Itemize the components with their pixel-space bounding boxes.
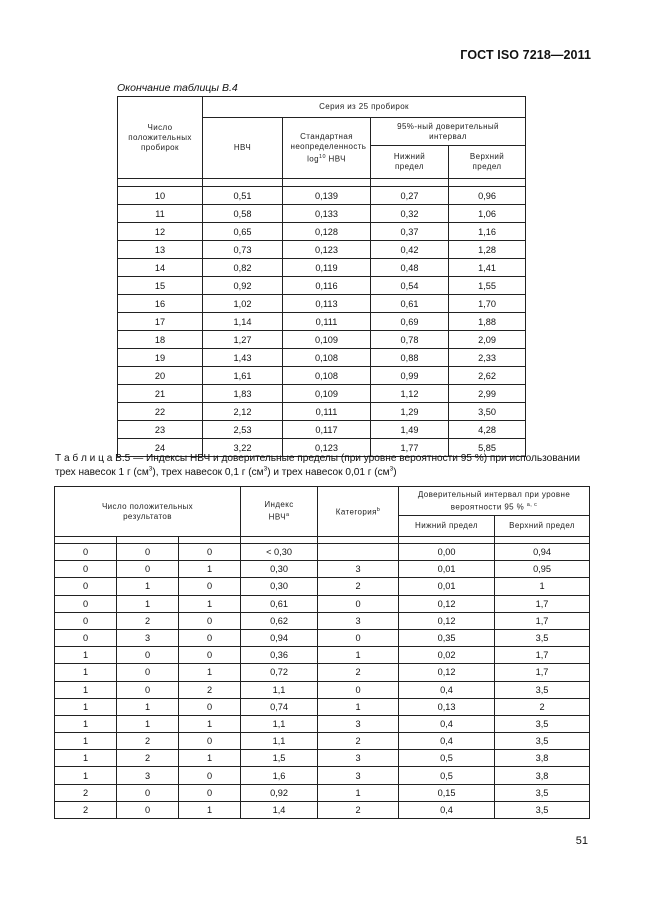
col-low-header: Нижний предел — [371, 146, 449, 179]
table-cell: 1,7 — [495, 595, 590, 612]
table-cell: 1 — [55, 681, 117, 698]
table-cell: 1,4 — [241, 801, 318, 818]
table-cell: 0 — [179, 612, 241, 629]
table-cell: 0,82 — [203, 259, 283, 277]
col-num-results-header: Число положительных результатов — [55, 487, 241, 537]
table-cell: 0,119 — [283, 259, 371, 277]
table-cell: 0,37 — [371, 223, 449, 241]
table-row — [118, 403, 526, 421]
table-cell: 0,35 — [399, 629, 495, 646]
table-cell: 0,88 — [371, 349, 449, 367]
table-cell: 0,123 — [283, 241, 371, 259]
table-cell: 0,72 — [241, 664, 318, 681]
table-cell: 0,92 — [241, 784, 318, 801]
table-cell: 0,99 — [371, 367, 449, 385]
table-cell: 0,128 — [283, 223, 371, 241]
table-cell: 0 — [55, 544, 117, 561]
table-cell: 22 — [118, 403, 203, 421]
table-row — [118, 205, 526, 223]
table-cell: 2 — [55, 801, 117, 818]
table-cell: 0,108 — [283, 349, 371, 367]
table-cell: 0 — [179, 647, 241, 664]
table-cell: 1,49 — [371, 421, 449, 439]
table-cell: 2,99 — [449, 385, 526, 403]
col-num-header: Число положительных пробирок — [118, 97, 203, 179]
table-cell: 1,1 — [241, 715, 318, 732]
table-cell: 0,15 — [399, 784, 495, 801]
table-cell: 0 — [117, 664, 179, 681]
table-cell: 4,28 — [449, 421, 526, 439]
table-cell: 3 — [318, 767, 399, 784]
table-cell: 3,5 — [495, 784, 590, 801]
table-cell: 21 — [118, 385, 203, 403]
table-cell: 13 — [118, 241, 203, 259]
col-high-header: Верхний предел — [495, 516, 590, 537]
table-cell: 1,1 — [241, 733, 318, 750]
table-cell: 0 — [179, 698, 241, 715]
table-cell: 2 — [318, 578, 399, 595]
table-cell: 3,5 — [495, 629, 590, 646]
table-cell: 1 — [318, 784, 399, 801]
table-cell: 0,65 — [203, 223, 283, 241]
table-row — [55, 750, 590, 767]
table-row — [118, 331, 526, 349]
table-row — [55, 733, 590, 750]
table-cell: 3 — [117, 629, 179, 646]
table-row — [55, 612, 590, 629]
table-cell: 1 — [179, 801, 241, 818]
table-cell: 23 — [118, 421, 203, 439]
table-cell: 0,51 — [203, 187, 283, 205]
table-cell: 24 — [118, 439, 203, 457]
table-cell: 1,7 — [495, 664, 590, 681]
table-cell: 1 — [117, 578, 179, 595]
table-cell: 3 — [318, 750, 399, 767]
table-cell: 0 — [55, 612, 117, 629]
table-cell: 3,8 — [495, 750, 590, 767]
table-cell: 1 — [179, 750, 241, 767]
col-category-header: Категория$^b$ — [318, 487, 399, 537]
table-b5 — [54, 486, 590, 819]
table-cell: 0,92 — [203, 277, 283, 295]
table-cell: 3,5 — [495, 715, 590, 732]
table-cell: 1 — [179, 595, 241, 612]
table-cell: 1,61 — [203, 367, 283, 385]
table-cell: 17 — [118, 313, 203, 331]
col-low-header: Нижний предел — [399, 516, 495, 537]
table-cell: 0,117 — [283, 421, 371, 439]
table-cell: 0,61 — [241, 595, 318, 612]
table-cell: 0,12 — [399, 612, 495, 629]
table-cell: 2 — [495, 698, 590, 715]
table-cell: 0,61 — [371, 295, 449, 313]
page-number: 51 — [575, 835, 588, 847]
table-cell: 3,5 — [495, 681, 590, 698]
table-cell: 0,113 — [283, 295, 371, 313]
table-cell: 0 — [117, 647, 179, 664]
table-cell: 0,48 — [371, 259, 449, 277]
table-cell: 0 — [318, 629, 399, 646]
table-cell: 16 — [118, 295, 203, 313]
table-cell: 2 — [117, 733, 179, 750]
table-row — [118, 223, 526, 241]
table-cell: 1 — [179, 561, 241, 578]
col-ci-header: 95%-ный доверительный интервал — [371, 118, 526, 146]
table-cell: 1 — [55, 664, 117, 681]
table-cell: 0,00 — [399, 544, 495, 561]
table-cell: 1 — [55, 715, 117, 732]
table-row — [55, 595, 590, 612]
table-cell: 0 — [117, 784, 179, 801]
table-cell: 3,5 — [495, 733, 590, 750]
table-cell: 0 — [318, 681, 399, 698]
table-cell: 1,14 — [203, 313, 283, 331]
table-cell: 0,109 — [283, 385, 371, 403]
table-row — [55, 544, 590, 561]
table-cell: 1,29 — [371, 403, 449, 421]
table-cell: 0,4 — [399, 733, 495, 750]
table-cell: 2 — [117, 750, 179, 767]
table-cell: 1,28 — [449, 241, 526, 259]
table-row — [118, 259, 526, 277]
table-cell: 0,5 — [399, 767, 495, 784]
table-row — [55, 681, 590, 698]
table-cell: 0,36 — [241, 647, 318, 664]
table-cell: 1 — [179, 664, 241, 681]
table-cell: 1,5 — [241, 750, 318, 767]
table-row — [118, 313, 526, 331]
table-row — [118, 241, 526, 259]
table-cell: 3 — [318, 715, 399, 732]
table-row — [55, 647, 590, 664]
table-cell: 1,6 — [241, 767, 318, 784]
table-cell: < 0,30 — [241, 544, 318, 561]
table-cell: 1 — [117, 698, 179, 715]
table-cell: 0,74 — [241, 698, 318, 715]
table-cell: 3 — [117, 767, 179, 784]
table-cell: 1,02 — [203, 295, 283, 313]
table-cell: 2,62 — [449, 367, 526, 385]
table-cell: 0 — [318, 595, 399, 612]
table-cell: 0 — [55, 578, 117, 595]
table-cell: 1,27 — [203, 331, 283, 349]
table-cell: 0,69 — [371, 313, 449, 331]
table-cell: 0 — [179, 544, 241, 561]
table-cell: 0,95 — [495, 561, 590, 578]
table-cell: 1 — [117, 715, 179, 732]
table-cell: 1 — [117, 595, 179, 612]
table-row — [55, 578, 590, 595]
table-cell: 0,78 — [371, 331, 449, 349]
table-cell: 0,73 — [203, 241, 283, 259]
table-cell: 0 — [55, 561, 117, 578]
col-sd-header: Стандартная неопределенность $\log^{10}$ НВЧ — [283, 118, 371, 179]
table-row — [118, 295, 526, 313]
table-cell: 2 — [179, 681, 241, 698]
table-cell: 10 — [118, 187, 203, 205]
table-cell: 0,01 — [399, 561, 495, 578]
table-b5-caption: Т а б л и ц а В.5 — Индексы НВЧ и доверительные пределы (при уровне вероятности 95 %) при использовании трех навесок 1 г $(см^3)$, трех навесок 0,1 г $(см^3)$ и трех навесок 0,01 г $(см^3)$ — [55, 453, 580, 478]
table-cell: 0 — [179, 733, 241, 750]
col-index-header: Индекс НВЧ$^a$ — [241, 487, 318, 537]
col-ci-header: Доверительный интервал при уровне вероятности 95 % $^{a, c}$ — [399, 487, 590, 516]
table-cell: 3,50 — [449, 403, 526, 421]
col-series-header: Серия из 25 пробирок — [203, 97, 526, 118]
table-cell: 0,30 — [241, 578, 318, 595]
table-cell: 0 — [179, 578, 241, 595]
table-cell: 1,88 — [449, 313, 526, 331]
table-cell: 0,94 — [241, 629, 318, 646]
table-cell: 1 — [55, 750, 117, 767]
table-row — [118, 187, 526, 205]
table-cell: 0,62 — [241, 612, 318, 629]
table-cell: 19 — [118, 349, 203, 367]
table-cell: 0,4 — [399, 801, 495, 818]
table-row — [55, 561, 590, 578]
table-cell: 18 — [118, 331, 203, 349]
table-cell: 0,5 — [399, 750, 495, 767]
table-cell: 0 — [117, 681, 179, 698]
table-cell: 1 — [55, 647, 117, 664]
table-row — [55, 784, 590, 801]
table-cell: 5,85 — [449, 439, 526, 457]
table-cell: 0,109 — [283, 331, 371, 349]
table-cell: 0,111 — [283, 313, 371, 331]
table-cell: 1,16 — [449, 223, 526, 241]
table-cell: 1,70 — [449, 295, 526, 313]
table-cell: 15 — [118, 277, 203, 295]
table-cell: 1 — [318, 647, 399, 664]
table-cell: 0,13 — [399, 698, 495, 715]
table-cell: 11 — [118, 205, 203, 223]
table-cell: 0,12 — [399, 664, 495, 681]
table-b4 — [117, 96, 526, 457]
table-cell: 2,33 — [449, 349, 526, 367]
table-cell: 0 — [179, 767, 241, 784]
table-cell: 1,7 — [495, 612, 590, 629]
table-cell: 14 — [118, 259, 203, 277]
table-cell: 1,1 — [241, 681, 318, 698]
table-cell: 0,4 — [399, 681, 495, 698]
table-row — [118, 349, 526, 367]
table-row — [118, 277, 526, 295]
table-cell: 0,32 — [371, 205, 449, 223]
table-cell: 1,12 — [371, 385, 449, 403]
table-cell: 2 — [117, 612, 179, 629]
table-cell: 1,41 — [449, 259, 526, 277]
table-cell: 0 — [179, 784, 241, 801]
table-cell: 2 — [318, 733, 399, 750]
table-cell: 3 — [318, 612, 399, 629]
table-cell: 0 — [55, 595, 117, 612]
table-cell: 0,4 — [399, 715, 495, 732]
table-cell: 1 — [495, 578, 590, 595]
table-cell: 0,111 — [283, 403, 371, 421]
table-cell: 0,27 — [371, 187, 449, 205]
table-cell: 0,54 — [371, 277, 449, 295]
table-cell: 3 — [318, 561, 399, 578]
table-cell: 2 — [318, 664, 399, 681]
table-cell: 0 — [117, 544, 179, 561]
table-cell: 1 — [179, 715, 241, 732]
table-cell: 1,55 — [449, 277, 526, 295]
table-row — [55, 801, 590, 818]
table-cell: 0 — [55, 629, 117, 646]
table-cell: 1,77 — [371, 439, 449, 457]
table-cell: 0,108 — [283, 367, 371, 385]
standard-header: ГОСТ ISO 7218—2011 — [460, 48, 591, 62]
table-cell: 1 — [55, 698, 117, 715]
table-cell: 0,58 — [203, 205, 283, 223]
table-cell: 1 — [318, 698, 399, 715]
table-cell: 1 — [55, 733, 117, 750]
table-cell: 12 — [118, 223, 203, 241]
table-cell: 0 — [117, 801, 179, 818]
table-cell: 3,5 — [495, 801, 590, 818]
col-mpn-header: НВЧ — [203, 118, 283, 179]
table-cell — [318, 544, 399, 561]
table-cell: 0,123 — [283, 439, 371, 457]
table-cell: 20 — [118, 367, 203, 385]
table-cell: 2 — [55, 784, 117, 801]
table-cell: 3,22 — [203, 439, 283, 457]
table-row — [118, 385, 526, 403]
table-cell: 0 — [179, 629, 241, 646]
table-row — [118, 421, 526, 439]
table-row — [55, 715, 590, 732]
table-cell: 0,133 — [283, 205, 371, 223]
table-cell: 0,01 — [399, 578, 495, 595]
table-cell: 0,139 — [283, 187, 371, 205]
table-cell: 0,94 — [495, 544, 590, 561]
table-cell: 0,42 — [371, 241, 449, 259]
table-cell: 2,53 — [203, 421, 283, 439]
table-cell: 1,06 — [449, 205, 526, 223]
table-cell: 3,8 — [495, 767, 590, 784]
table-cell: 0,30 — [241, 561, 318, 578]
table-row — [55, 664, 590, 681]
table-cell: 1,43 — [203, 349, 283, 367]
table-cell: 0,96 — [449, 187, 526, 205]
table-row — [55, 698, 590, 715]
table-cell: 1,83 — [203, 385, 283, 403]
table-cell: 1 — [55, 767, 117, 784]
table-cell: 2 — [318, 801, 399, 818]
table-cell: 0 — [117, 561, 179, 578]
table-cell: 1,7 — [495, 647, 590, 664]
table-cell: 2,09 — [449, 331, 526, 349]
table-cell: 2,12 — [203, 403, 283, 421]
table-cell: 0,116 — [283, 277, 371, 295]
table-row — [55, 767, 590, 784]
table-cell: 0,12 — [399, 595, 495, 612]
table-row — [55, 629, 590, 646]
table-row — [118, 367, 526, 385]
col-high-header: Верхний предел — [449, 146, 526, 179]
table-b4-caption: Окончание таблицы В.4 — [117, 82, 238, 94]
table-cell: 0,02 — [399, 647, 495, 664]
